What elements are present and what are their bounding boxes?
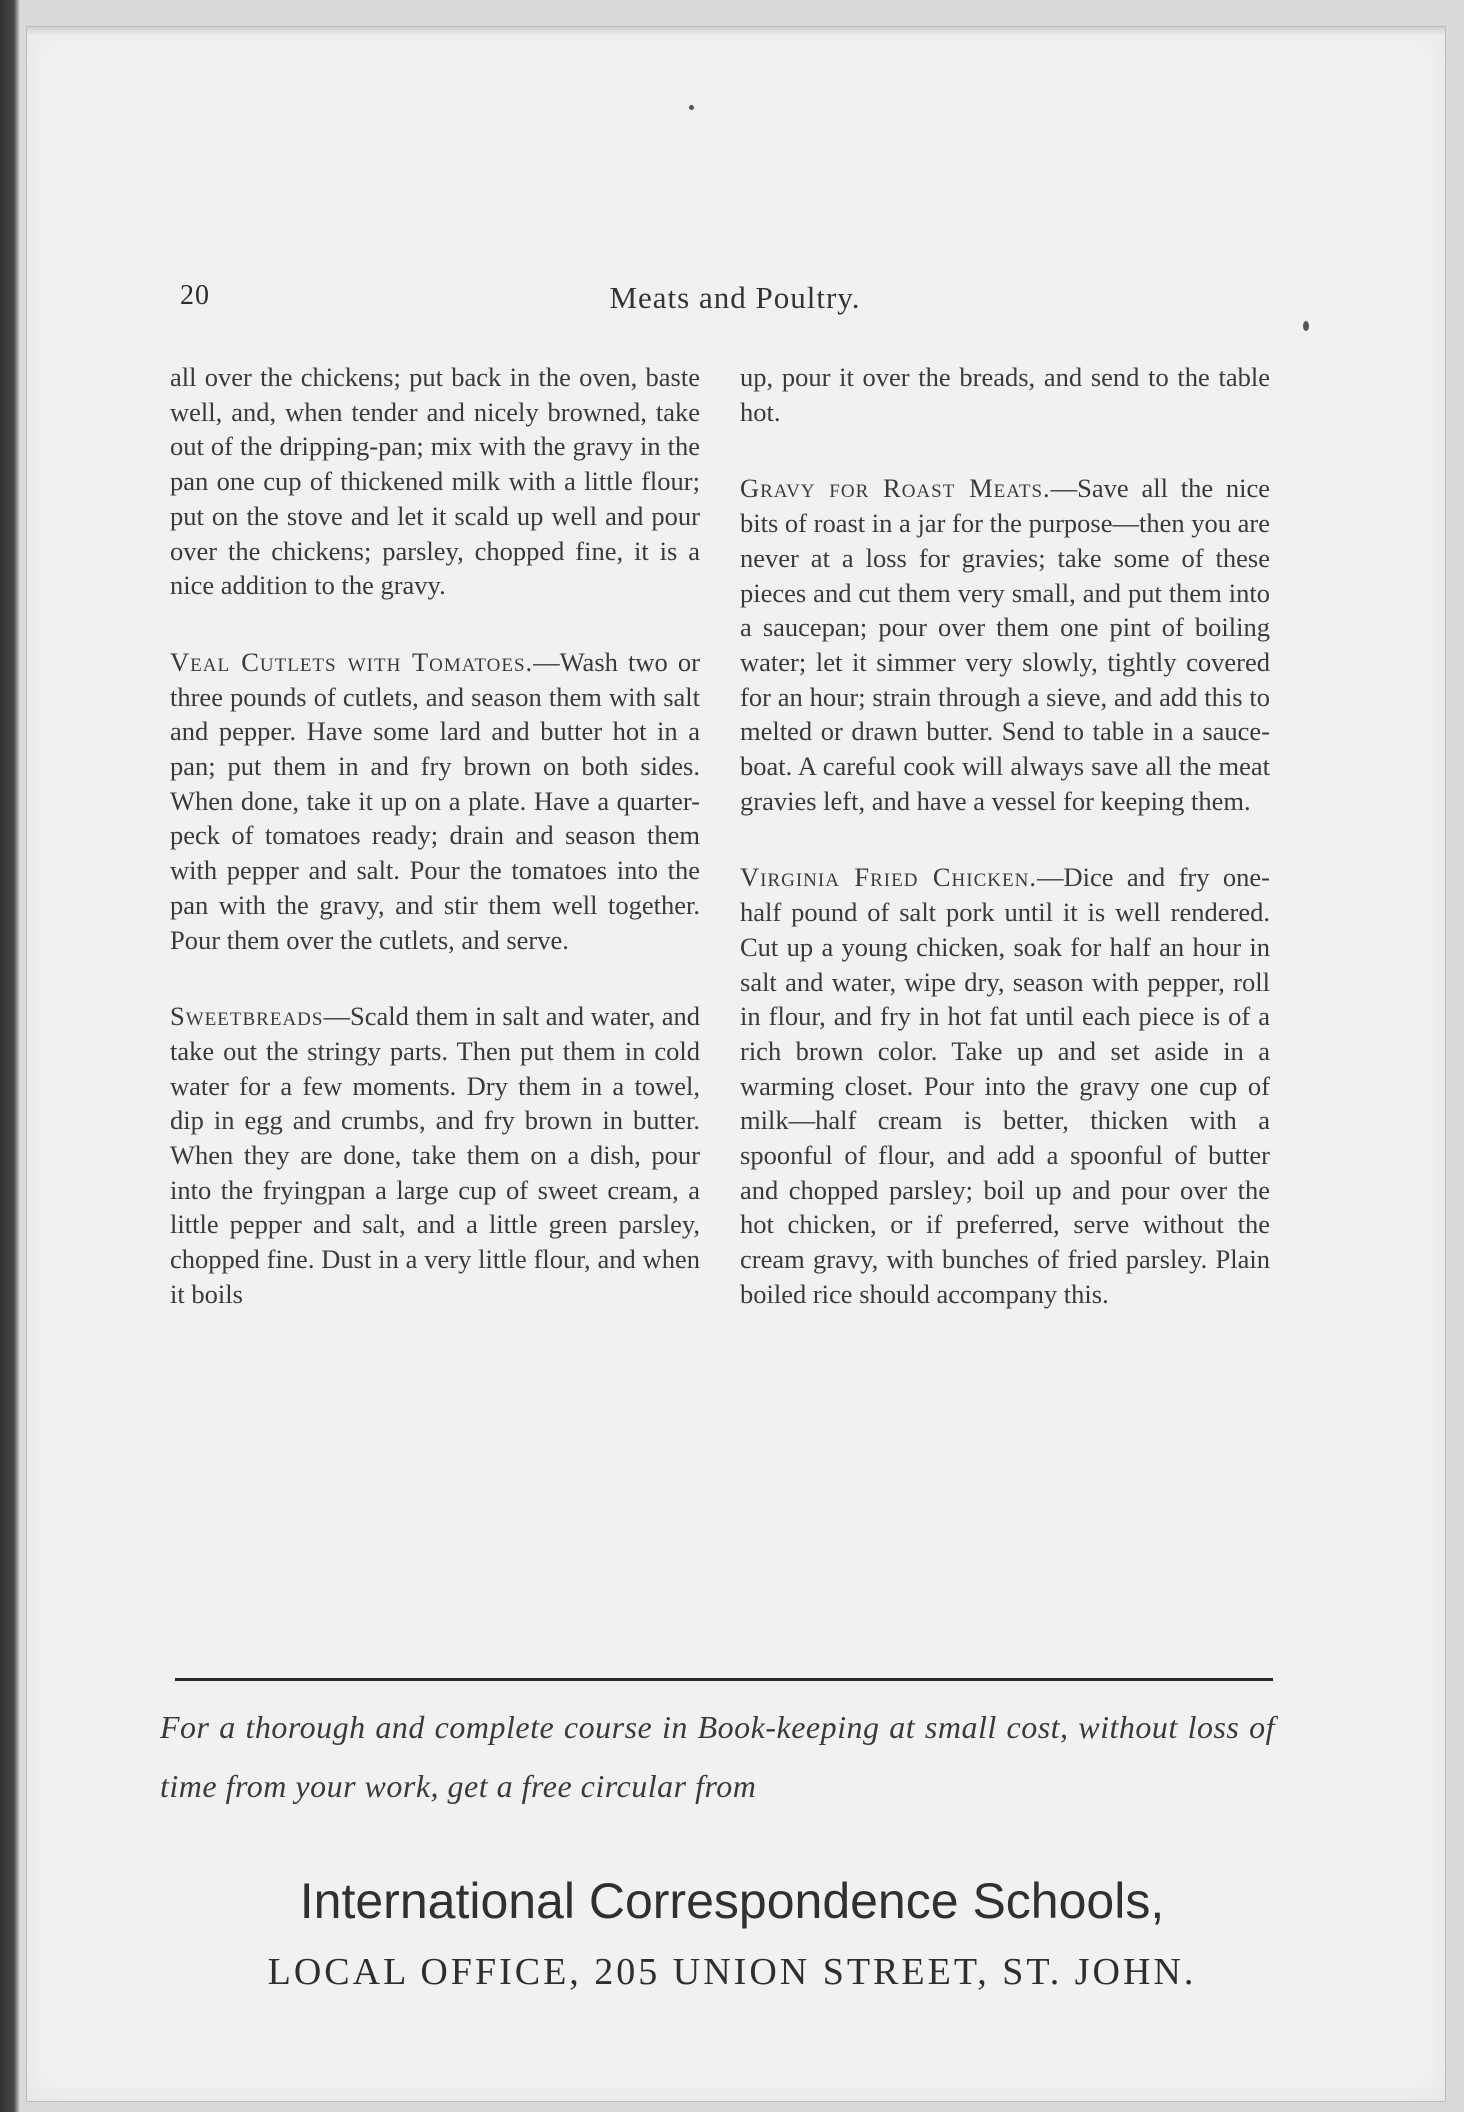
right-column [740, 360, 1270, 1354]
recipe-text: —Save all the nice bits of roast in a jar for the purpose—then you are never at a loss for gravies; take some of these pieces and cut them very small, and put them into a saucepan; pour over them one pint of boiling water; let it simmer very slowly, tightly covered for an hour; strain through a sieve, and add this to melted or drawn butter. Send to table in a sauce-boat. A careful cook will always save all the meat gravies left, and have a vessel for keeping them. [740, 473, 1270, 816]
page-title: Meats and Poultry. [609, 280, 861, 315]
page-number: 20 [180, 280, 210, 311]
paragraph-text: up, pour it over the breads, and send to the table hot. [740, 362, 1270, 427]
recipe-heading: Sweetbreads [170, 1001, 324, 1032]
divider-rule [175, 1678, 1273, 1681]
page-top-edge [27, 27, 1445, 37]
running-head [180, 280, 1290, 320]
recipe-gravy-roast-meats [740, 471, 1270, 818]
paragraph-text: all over the chickens; put back in the oven, baste well, and, when tender and nicely browned, take out of the dripping-pan; mix with the gravy in the pan one cup of thickened milk with a little flour; put on the stove and let it scald up well and pour over the chickens; parsley, chopped fine, it is a nice addition to the gravy. [170, 362, 700, 601]
recipe-text: —Wash two or three pounds of cutlets, and season them with salt and pepper. Have some lard and butter hot in a pan; put them in and fry brown on both sides. When done, take it up on a plate. Have a quarter-peck of tomatoes ready; drain and season them with pepper and salt. Pour the tomatoes into the pan with the gravy, and stir them well together. Pour them over the cutlets, and serve. [170, 646, 700, 955]
paragraph [740, 360, 1270, 429]
recipe-heading: Veal Cutlets with Tomatoes. [170, 646, 534, 677]
recipe-text: —Dice and fry one-half pound of salt pork until it is well rendered. Cut up a young chicken, soak for half an hour in salt and water, wipe dry, season with pepper, roll in flour, and fry in hot fat until each piece is of a rich brown color. Take up and set aside in a warming closet. Pour into the gravy one cup of milk—half cream is better, thicken with a spoonful of flour, and add a spoonful of butter and chopped parsley; boil up and pour over the hot chicken, or if preferred, serve without the cream gravy, with bunches of fried parsley. Plain boiled rice should accompany this. [740, 862, 1271, 1309]
recipe-heading: Gravy for Roast Meats. [740, 473, 1051, 504]
ink-speck [689, 105, 694, 110]
recipe-sweetbreads [170, 999, 700, 1311]
advertisement-address: LOCAL OFFICE, 205 UNION STREET, ST. JOHN. [267, 1951, 1197, 1993]
left-column [170, 360, 700, 1354]
ink-speck [1303, 321, 1309, 331]
advertisement-company: International Correspondence Schools, [299, 1873, 1165, 1929]
recipe-virginia-fried-chicken [740, 860, 1270, 1311]
recipe-veal-cutlets [170, 645, 700, 957]
paragraph [170, 360, 700, 603]
text-columns [160, 360, 1280, 1660]
recipe-heading: Virginia Fried Chicken. [740, 862, 1037, 893]
advertisement-text: For a thorough and complete course in Book-keeping at small cost, without loss of time from your work, get a free circular from [160, 1709, 1275, 1804]
recipe-text: —Scald them in salt and water, and take out the stringy parts. Then put them in cold water for a few moments. Dry them in a towel, dip in egg and crumbs, and fry brown in butter. When they are done, take them on a dish, pour into the fryingpan a large cup of sweet cream, a little pepper and salt, and a little green parsley, chopped fine. Dust in a very little flour, and when it boils [170, 1001, 700, 1309]
